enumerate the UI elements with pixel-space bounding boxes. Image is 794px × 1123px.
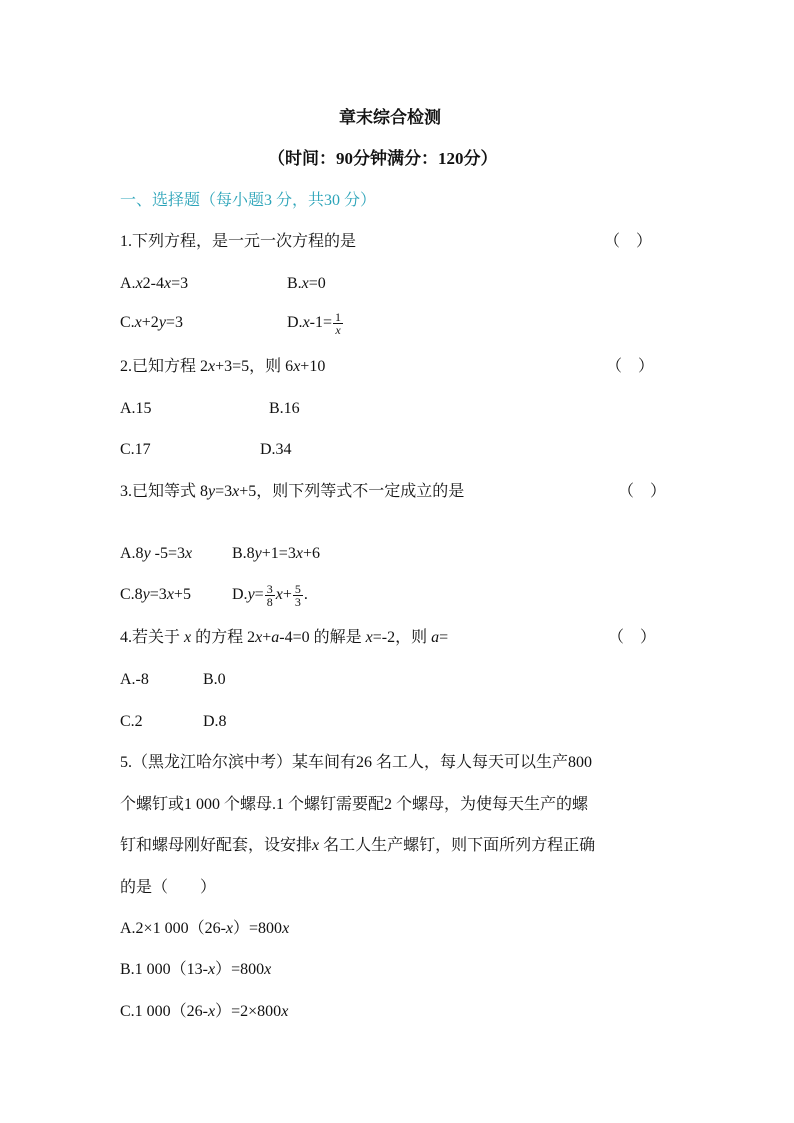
section-header: 一、选择题（每小题3 分，共30 分）: [120, 192, 377, 209]
question-2-stem: 2.已知方程 2x+3=5，则 6x+10: [120, 358, 326, 375]
q2-option-a: A.15: [120, 400, 152, 417]
q2-option-c: C.17: [120, 441, 151, 458]
q3-option-c: C.8y=3x+5: [120, 586, 191, 603]
question-5-line-4: 的是（ ）: [120, 879, 217, 896]
q3-option-d: D.y= $\frac{3}{8}$ x+ $\frac{5}{3}$ .: [232, 581, 308, 609]
q5-option-c: C.1 000（26-x）=2×800x: [120, 1003, 289, 1020]
page-subtitle: （时间：90分钟满分：120分）: [268, 149, 498, 168]
q5-option-a: A.2×1 000（26-x）=800x: [120, 920, 290, 937]
fraction: $\frac{5}{3}$: [294, 581, 301, 609]
q4-option-b: B.0: [203, 671, 226, 688]
q4-option-c: C.2: [120, 713, 143, 730]
q1-option-c: C.x+2y=3: [120, 314, 183, 331]
answer-bracket: （ ）: [606, 358, 655, 375]
question-4-stem: 4.若关于 x 的方程 2x+a-4=0 的解是 x=-2，则 a=: [120, 629, 449, 646]
q4-option-d: D.8: [203, 713, 227, 730]
question-5-line-2: 个螺钉或1 000 个螺母.1 个螺钉需要配2 个螺母，为使每天生产的螺: [120, 796, 589, 813]
fraction: $\frac{3}{8}$: [266, 581, 273, 609]
question-1-stem: 1.下列方程，是一元一次方程的是: [120, 233, 357, 250]
answer-bracket: （ ）: [604, 233, 653, 250]
q3-option-b: B.8y+1=3x+6: [232, 545, 320, 562]
question-3-stem: 3.已知等式 8y=3x+5，则下列等式不一定成立的是: [120, 483, 465, 500]
q3-option-a: A.8y -5=3x: [120, 545, 193, 562]
question-5-line-1: 5.（黑龙江哈尔滨中考）某车间有26 名工人，每人每天可以生产800: [120, 754, 593, 771]
answer-bracket: （ ）: [618, 483, 667, 500]
q5-option-b: B.1 000（13-x）=800x: [120, 961, 272, 978]
q2-option-d: D.34: [260, 441, 292, 458]
q1-option-d: D.x-1= $\frac{1}{x}$: [287, 309, 342, 337]
page-title: 章末综合检测: [339, 108, 441, 127]
answer-bracket: （ ）: [608, 629, 657, 646]
fraction: $\frac{1}{x}$: [335, 309, 342, 337]
q1-option-b: B.x=0: [287, 275, 326, 292]
q2-option-b: B.16: [269, 400, 300, 417]
question-5-line-3: 钉和螺母刚好配套，设安排x 名工人生产螺钉，则下面所列方程正确: [120, 837, 596, 854]
q4-option-a: A.-8: [120, 671, 149, 688]
q1-option-a: A.x2-4x=3: [120, 275, 189, 292]
